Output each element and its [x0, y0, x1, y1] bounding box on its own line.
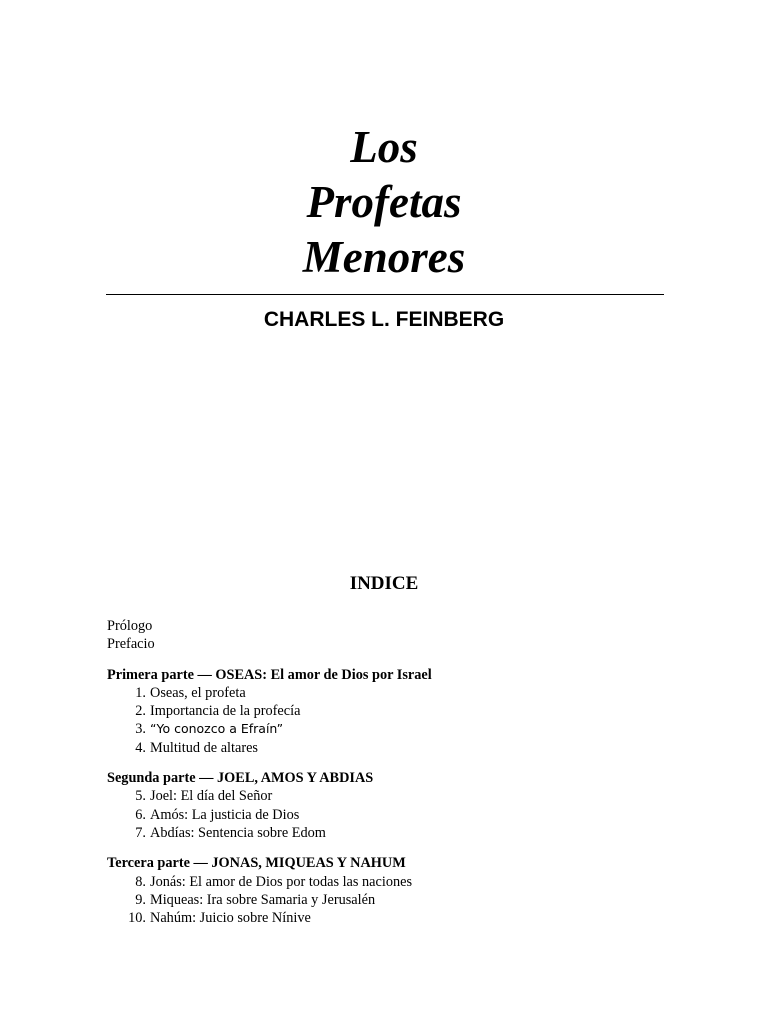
toc-part-title: Segunda parte — JOEL, AMOS Y ABDIAS — [107, 770, 374, 787]
toc-part-3 — [107, 854, 707, 927]
toc-part-title: Tercera parte — JONAS, MIQUEAS Y NAHUM — [107, 855, 406, 872]
toc-chapter — [107, 684, 707, 702]
toc-chapter-title: Multitud de altares — [150, 739, 258, 756]
toc-chapter-title: Importancia de la profecía — [150, 703, 301, 720]
toc-chapter-title: “Yo conozco a Efraín” — [150, 721, 284, 737]
toc-chapter — [107, 909, 707, 927]
toc-chapter — [107, 720, 707, 738]
toc-part-2 — [107, 769, 707, 842]
toc-chapter — [107, 824, 707, 842]
toc-chapter — [107, 891, 707, 909]
toc-chapter-number: 5. — [135, 788, 146, 805]
toc-front-item-prefacio: Prefacio — [107, 636, 155, 653]
toc-chapter — [107, 873, 707, 891]
book-title-line: Profetas — [306, 177, 462, 227]
book-title-line: Los — [350, 122, 418, 172]
toc-chapter-number: 6. — [135, 806, 146, 823]
table-of-contents — [107, 617, 707, 927]
toc-chapter-number: 7. — [135, 824, 146, 841]
toc-chapter-number: 1. — [135, 684, 146, 701]
toc-chapter — [107, 702, 707, 720]
author-name: CHARLES L. FEINBERG — [263, 308, 505, 331]
toc-chapter — [107, 787, 707, 805]
index-heading: INDICE — [349, 573, 419, 594]
toc-chapter-title: Nahúm: Juicio sobre Nínive — [150, 910, 311, 927]
toc-chapter-title: Miqueas: Ira sobre Samaria y Jerusalén — [150, 891, 376, 908]
toc-chapter-title: Jonás: El amor de Dios por todas las naciones — [150, 873, 413, 890]
toc-chapter-number: 4. — [135, 739, 146, 756]
toc-chapter-title: Joel: El día del Señor — [150, 788, 273, 805]
book-title-line: Menores — [302, 232, 466, 282]
toc-chapter-title: Abdías: Sentencia sobre Edom — [150, 824, 326, 841]
toc-chapter-number: 2. — [135, 703, 146, 720]
toc-chapter — [107, 739, 707, 757]
title-divider — [106, 294, 664, 295]
toc-front-item-prologo: Prólogo — [107, 618, 153, 634]
toc-part-1 — [107, 666, 707, 757]
toc-chapter-number: 10. — [128, 910, 146, 927]
toc-chapter-title: Oseas, el profeta — [150, 684, 246, 701]
toc-chapter — [107, 806, 707, 824]
toc-chapter-number: 8. — [135, 873, 146, 890]
toc-part-title: Primera parte — OSEAS: El amor de Dios por Israel — [107, 666, 432, 683]
toc-chapter-number: 9. — [135, 891, 146, 908]
toc-chapter-number: 3. — [135, 721, 146, 738]
toc-chapter-title: Amós: La justicia de Dios — [150, 806, 300, 823]
book-title — [0, 120, 768, 285]
